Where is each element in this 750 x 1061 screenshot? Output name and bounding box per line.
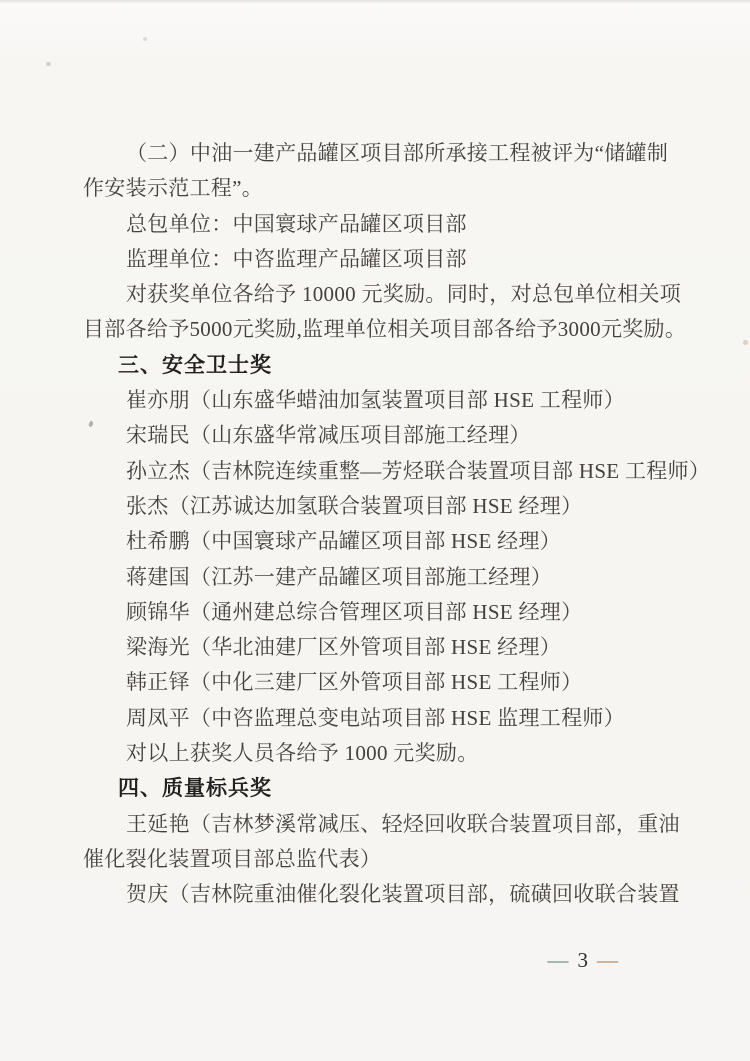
awardee-line: 梁海光（华北油建厂区外管项目部 HSE 经理）: [126, 635, 562, 660]
awardee-line: 孙立杰（吉林院连续重整—芳烃联合装置项目部 HSE 工程师）: [126, 458, 711, 483]
awardee-line: 崔亦朋（山东盛华蜡油加氢装置项目部 HSE 工程师）: [126, 388, 625, 413]
scan-speck: [46, 62, 51, 66]
scan-speck: [743, 340, 748, 345]
paragraph-line: 总包单位：中国寰球产品罐区项目部: [126, 211, 467, 236]
awardee-line: 催化裂化装置项目部总监代表）: [83, 846, 382, 871]
awardee-line: 贺庆（吉林院重油催化裂化装置项目部，硫磺回收联合装置: [126, 882, 680, 907]
scan-edge-artifact: [0, 0, 750, 4]
awardee-line: 顾锦华（通州建总综合管理区项目部 HSE 经理）: [126, 599, 583, 624]
awardee-line: 周凤平（中咨监理总变电站项目部 HSE 监理工程师）: [126, 705, 625, 730]
paragraph-line: （二）中油一建产品罐区项目部所承接工程被评为“储罐制: [126, 141, 669, 165]
awardee-line: 王延艳（吉林梦溪常减压、轻烃回收联合装置项目部，重油: [126, 811, 680, 836]
paragraph-line: 目部各给予5000元奖励,监理单位相关项目部各给予3000元奖励。: [83, 317, 687, 342]
awardee-line: 张杰（江苏诚达加氢联合装置项目部 HSE 经理）: [126, 493, 583, 518]
page-number: [0, 946, 618, 974]
paragraph-line: 监理单位：中咨监理产品罐区项目部: [126, 246, 467, 271]
document-body: [83, 136, 711, 913]
section-heading-4: 四、质量标兵奖: [118, 777, 272, 801]
awardee-line: 宋瑞民（山东盛华常减压项目部施工经理）: [126, 423, 531, 448]
page-number-dash-right: —: [597, 948, 618, 972]
page-number-value: 3: [577, 948, 588, 972]
section-heading-3: 三、安全卫士奖: [118, 353, 272, 377]
paragraph-line: 作安装示范工程”。: [83, 176, 264, 201]
page-number-dash-left: —: [547, 948, 569, 972]
paragraph-line: 对以上获奖人员各给予 1000 元奖励。: [126, 741, 479, 766]
scan-speck: [143, 37, 147, 41]
awardee-line: 杜希鹏（中国寰球产品罐区项目部 HSE 经理）: [126, 529, 562, 554]
paragraph-line: 对获奖单位各给予 10000 元奖励。同时，对总包单位相关项: [126, 282, 681, 307]
awardee-line: 韩正铎（中化三建厂区外管项目部 HSE 工程师）: [126, 670, 583, 695]
awardee-line: 蒋建国（江苏一建产品罐区项目部施工经理）: [126, 564, 552, 589]
